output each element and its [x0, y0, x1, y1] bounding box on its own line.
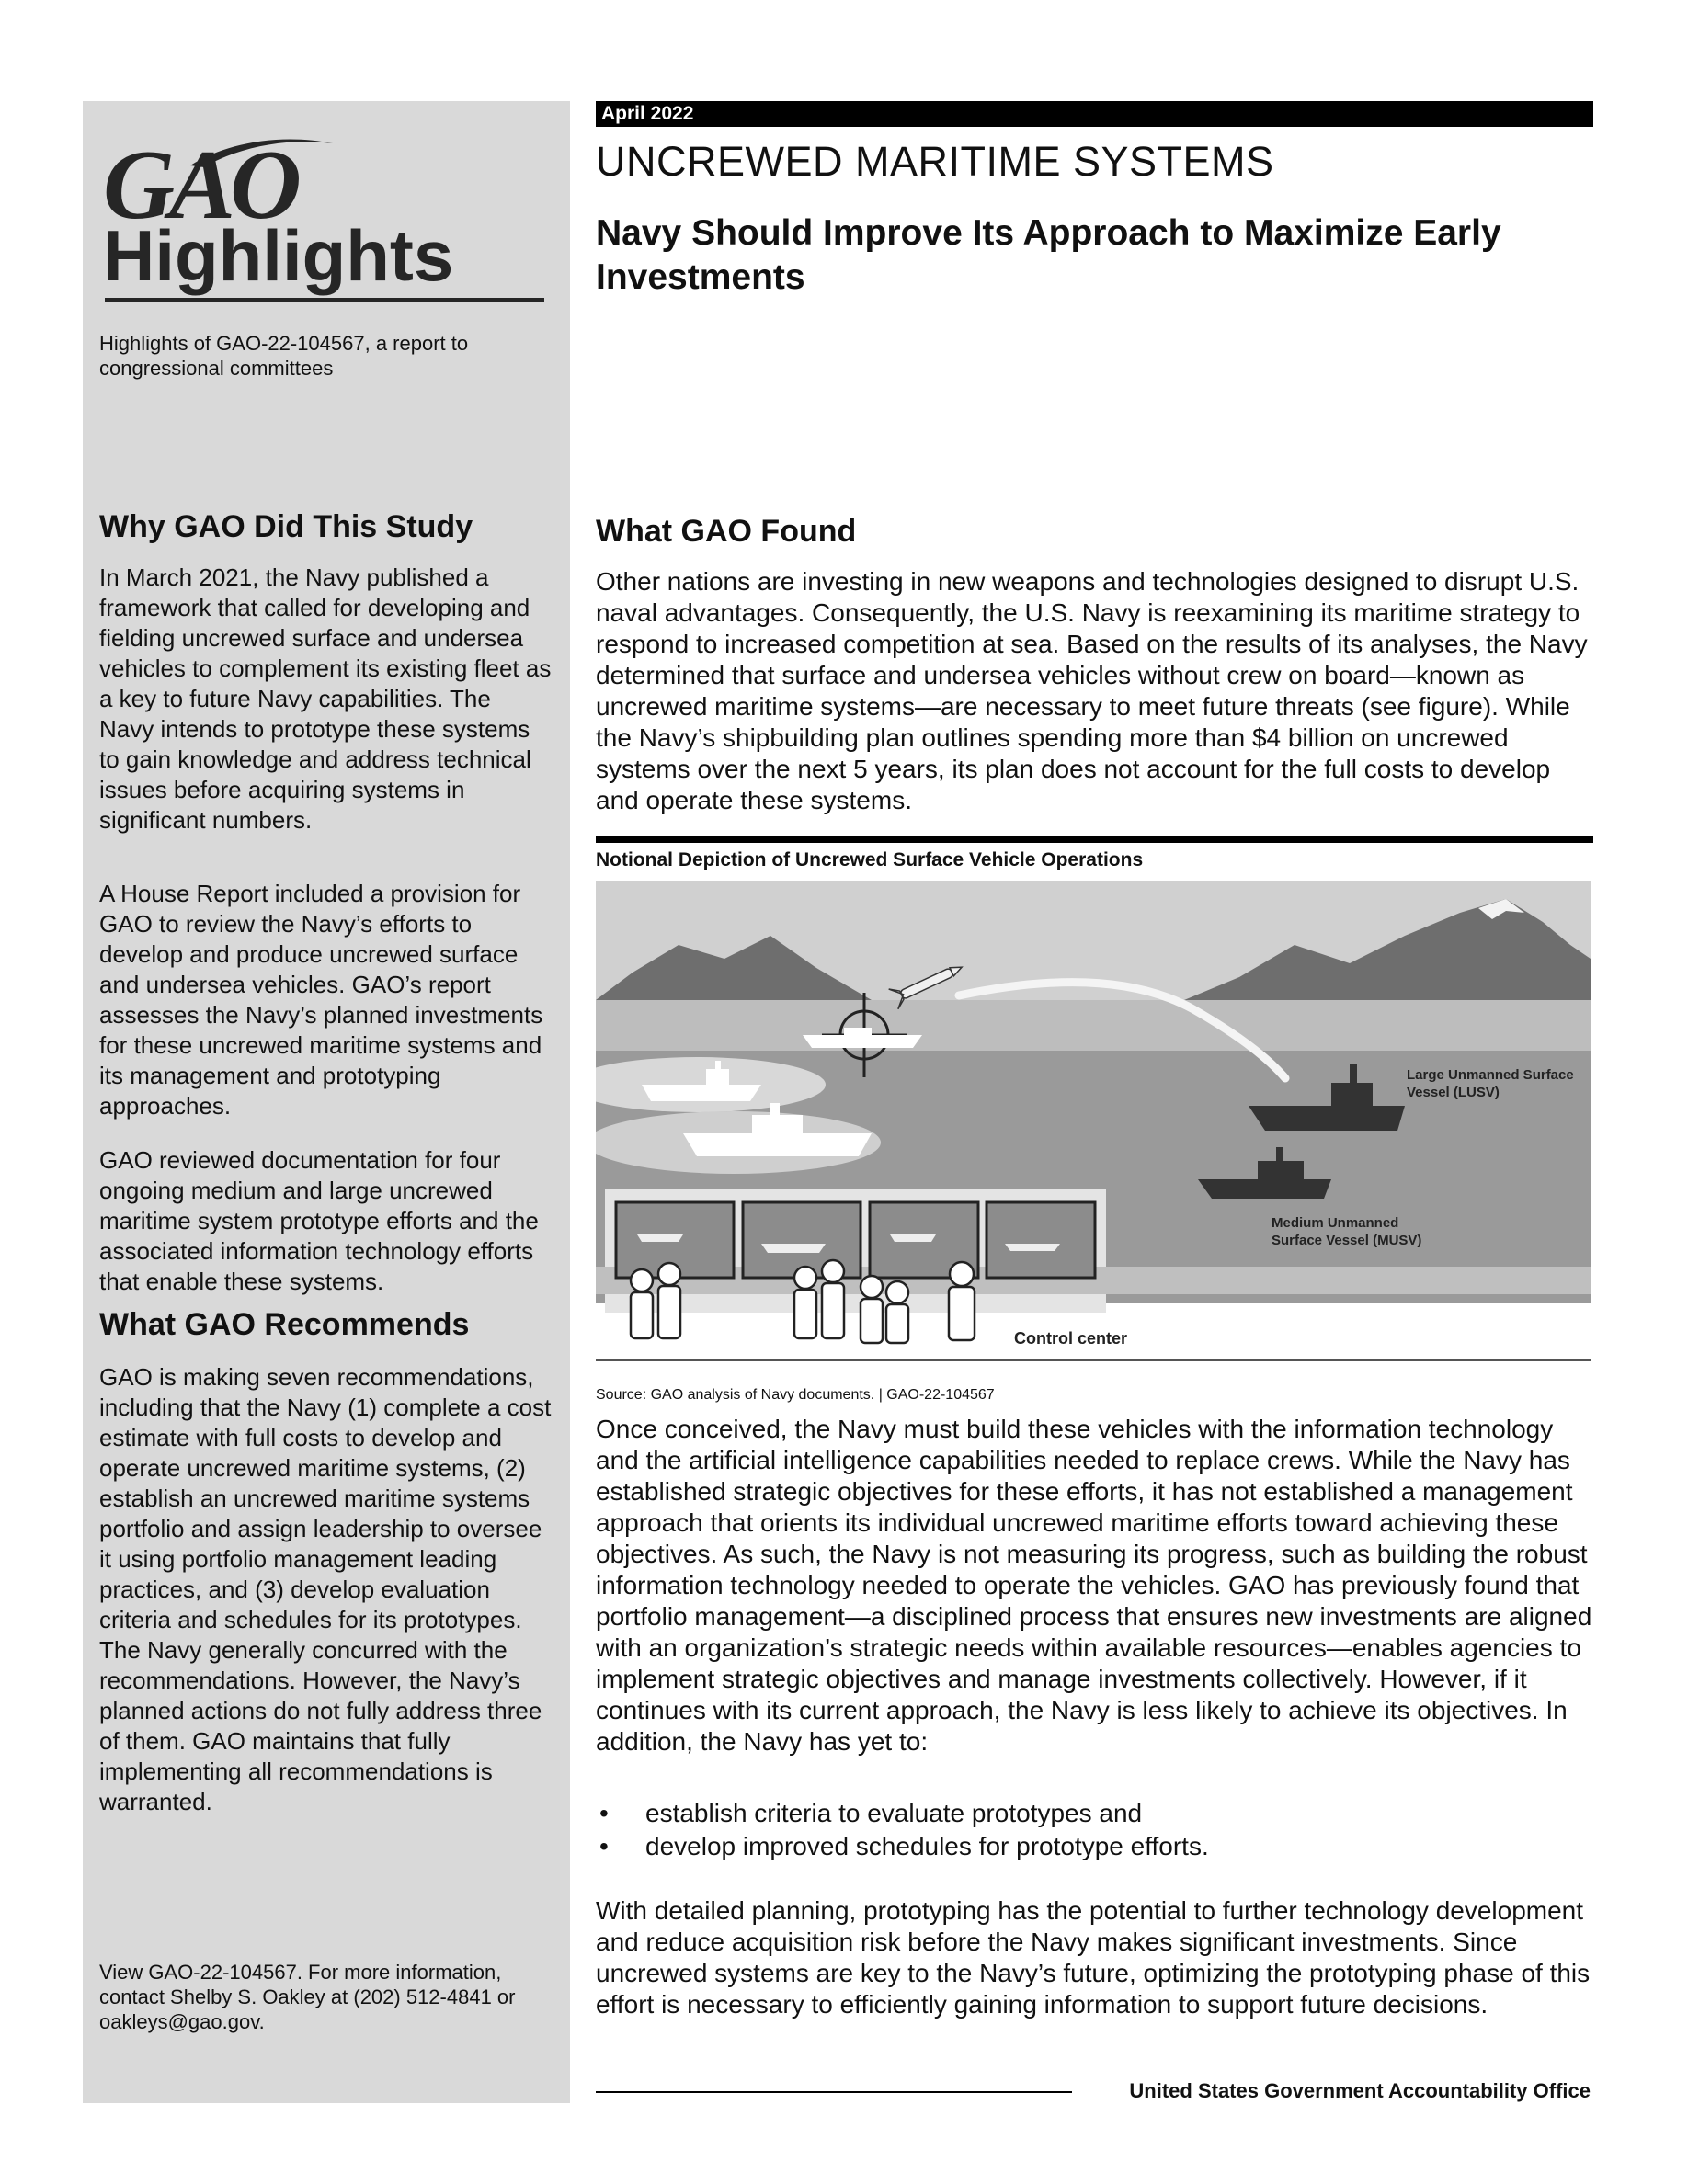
footer-organization: United States Government Accountability Office — [1129, 2079, 1591, 2102]
found-heading: What GAO Found — [596, 514, 857, 549]
recommends-heading: What GAO Recommends — [99, 1307, 470, 1342]
gao-swoosh-icon — [103, 131, 342, 186]
bullet-item: • establish criteria to evaluate prototypes and — [596, 1797, 1593, 1830]
report-topic: UNCREWED MARITIME SYSTEMS — [596, 138, 1274, 185]
figure-source: Source: GAO analysis of Navy documents. | GAO-22-104567 — [596, 1387, 995, 1403]
figure-top-rule — [596, 836, 1593, 843]
why-heading: Why GAO Did This Study — [99, 509, 473, 544]
contact-info: View GAO-22-104567. For more information, contact Shelby S. Oakley at (202) 512-4841 or oakleys@gao.gov. — [99, 1961, 516, 2033]
highlights-wordmark: Highlights — [103, 215, 454, 296]
date-band: April 2022 — [596, 101, 1593, 127]
gao-logo-mark: GAO — [103, 131, 297, 240]
musv-label-line-1: Medium Unmanned — [1272, 1215, 1399, 1231]
why-paragraph-3: GAO reviewed documentation for four ongoing medium and large uncrewed maritime system prototype efforts and the associated information technology efforts that enable these systems. — [99, 1146, 539, 1295]
found-paragraph-2: Once conceived, the Navy must build these vehicles with the information technology and the artificial intelligence capabilities needed to replace crews. While the Navy has established strategic objectives for these efforts, it has not established a management approach that orients its individual uncrewed maritime efforts toward achieving these objectives. As such, the Navy is not measuring its progress, such as building the robust information technology needed to operate the vehicles. GAO has previously found that portfolio management—a disciplined process that ensures new investments are aligned with an organization’s strategic needs within available resources—enables agencies to implement strategic objectives and manage investments collectively. However, if it continues with its current approach, the Navy is less likely to achieve its objectives. In addition, the Navy has yet to: — [596, 1415, 1592, 1756]
report-subtitle: Highlights of GAO-22-104567, a report to congressional committees — [99, 332, 469, 380]
found-paragraph-1: Other nations are investing in new weapons and technologies designed to disrupt U.S. naval advantages. Consequently, the U.S. Navy is reexamining its maritime strategy to respond to increased competition at sea. Based on the results of its analyses, the Navy determined that surface and undersea vehicles without crew on board—known as uncrewed maritime systems—are necessary to meet future threats (see figure). While the Navy’s shipbuilding plan outlines spending more than $4 billion on uncrewed systems over the next 5 years, its plan does not account for the full costs to develop and operate these systems. — [596, 567, 1588, 814]
distant-water — [596, 1000, 1591, 1055]
report-title: Navy Should Improve Its Approach to Maximize Early Investments — [596, 213, 1501, 297]
musv-label-line-2: Surface Vessel (MUSV) — [1272, 1233, 1422, 1248]
found-paragraph-3: With detailed planning, prototyping has the potential to further technology development and reduce acquisition risk before the Navy makes significant investments. Since uncrewed systems are key to the Navy’s future, optimizing the prototyping phase of this effort is necessary to efficiently gaining information to support future decisions. — [596, 1896, 1591, 2019]
highlights-sidebar — [83, 101, 570, 2103]
figure-title: Notional Depiction of Uncrewed Surface Vehicle Operations — [596, 849, 1144, 870]
logo-underline — [105, 298, 544, 302]
gao-highlights-logo — [103, 131, 563, 357]
footer-rule — [596, 2091, 1072, 2093]
lusv-label-line-2: Vessel (LUSV) — [1407, 1085, 1500, 1100]
monitor-screens — [616, 1202, 1095, 1278]
lusv-label-line-1: Large Unmanned Surface — [1407, 1067, 1574, 1083]
control-center-label: Control center — [1014, 1329, 1128, 1348]
uncrewed-operations-figure — [596, 881, 1591, 1368]
recommends-paragraph: GAO is making seven recommendations, including that the Navy (1) complete a cost estimate with full costs to develop and operate uncrewed maritime systems, (2) establish an uncrewed maritime systems portfolio and assign leadership to oversee it using portfolio management leading practices, and (3) develop evaluation criteria and schedules for its prototypes. The Navy generally concurred with the recommendations. However, the Navy’s planned actions do not fully address three of them. GAO maintains that fully implementing all recommendations is warranted. — [99, 1363, 552, 1815]
why-paragraph-2: A House Report included a provision for GAO to review the Navy’s efforts to develop and produce uncrewed surface and undersea vehicles. GAO’s report assesses the Navy’s planned investments for these uncrewed maritime systems and its management and prototyping approaches. — [99, 880, 543, 1120]
bullet-item: • develop improved schedules for prototype efforts. — [596, 1830, 1593, 1863]
bullet-list — [596, 1797, 1593, 1863]
why-paragraph-1: In March 2021, the Navy published a framework that called for developing and fielding uncrewed surface and undersea vehicles to complement its existing fleet as a key to future Navy capabilities. The Navy intends to prototype these systems to gain knowledge and address technical issues before acquiring systems in significant numbers. — [99, 563, 552, 834]
